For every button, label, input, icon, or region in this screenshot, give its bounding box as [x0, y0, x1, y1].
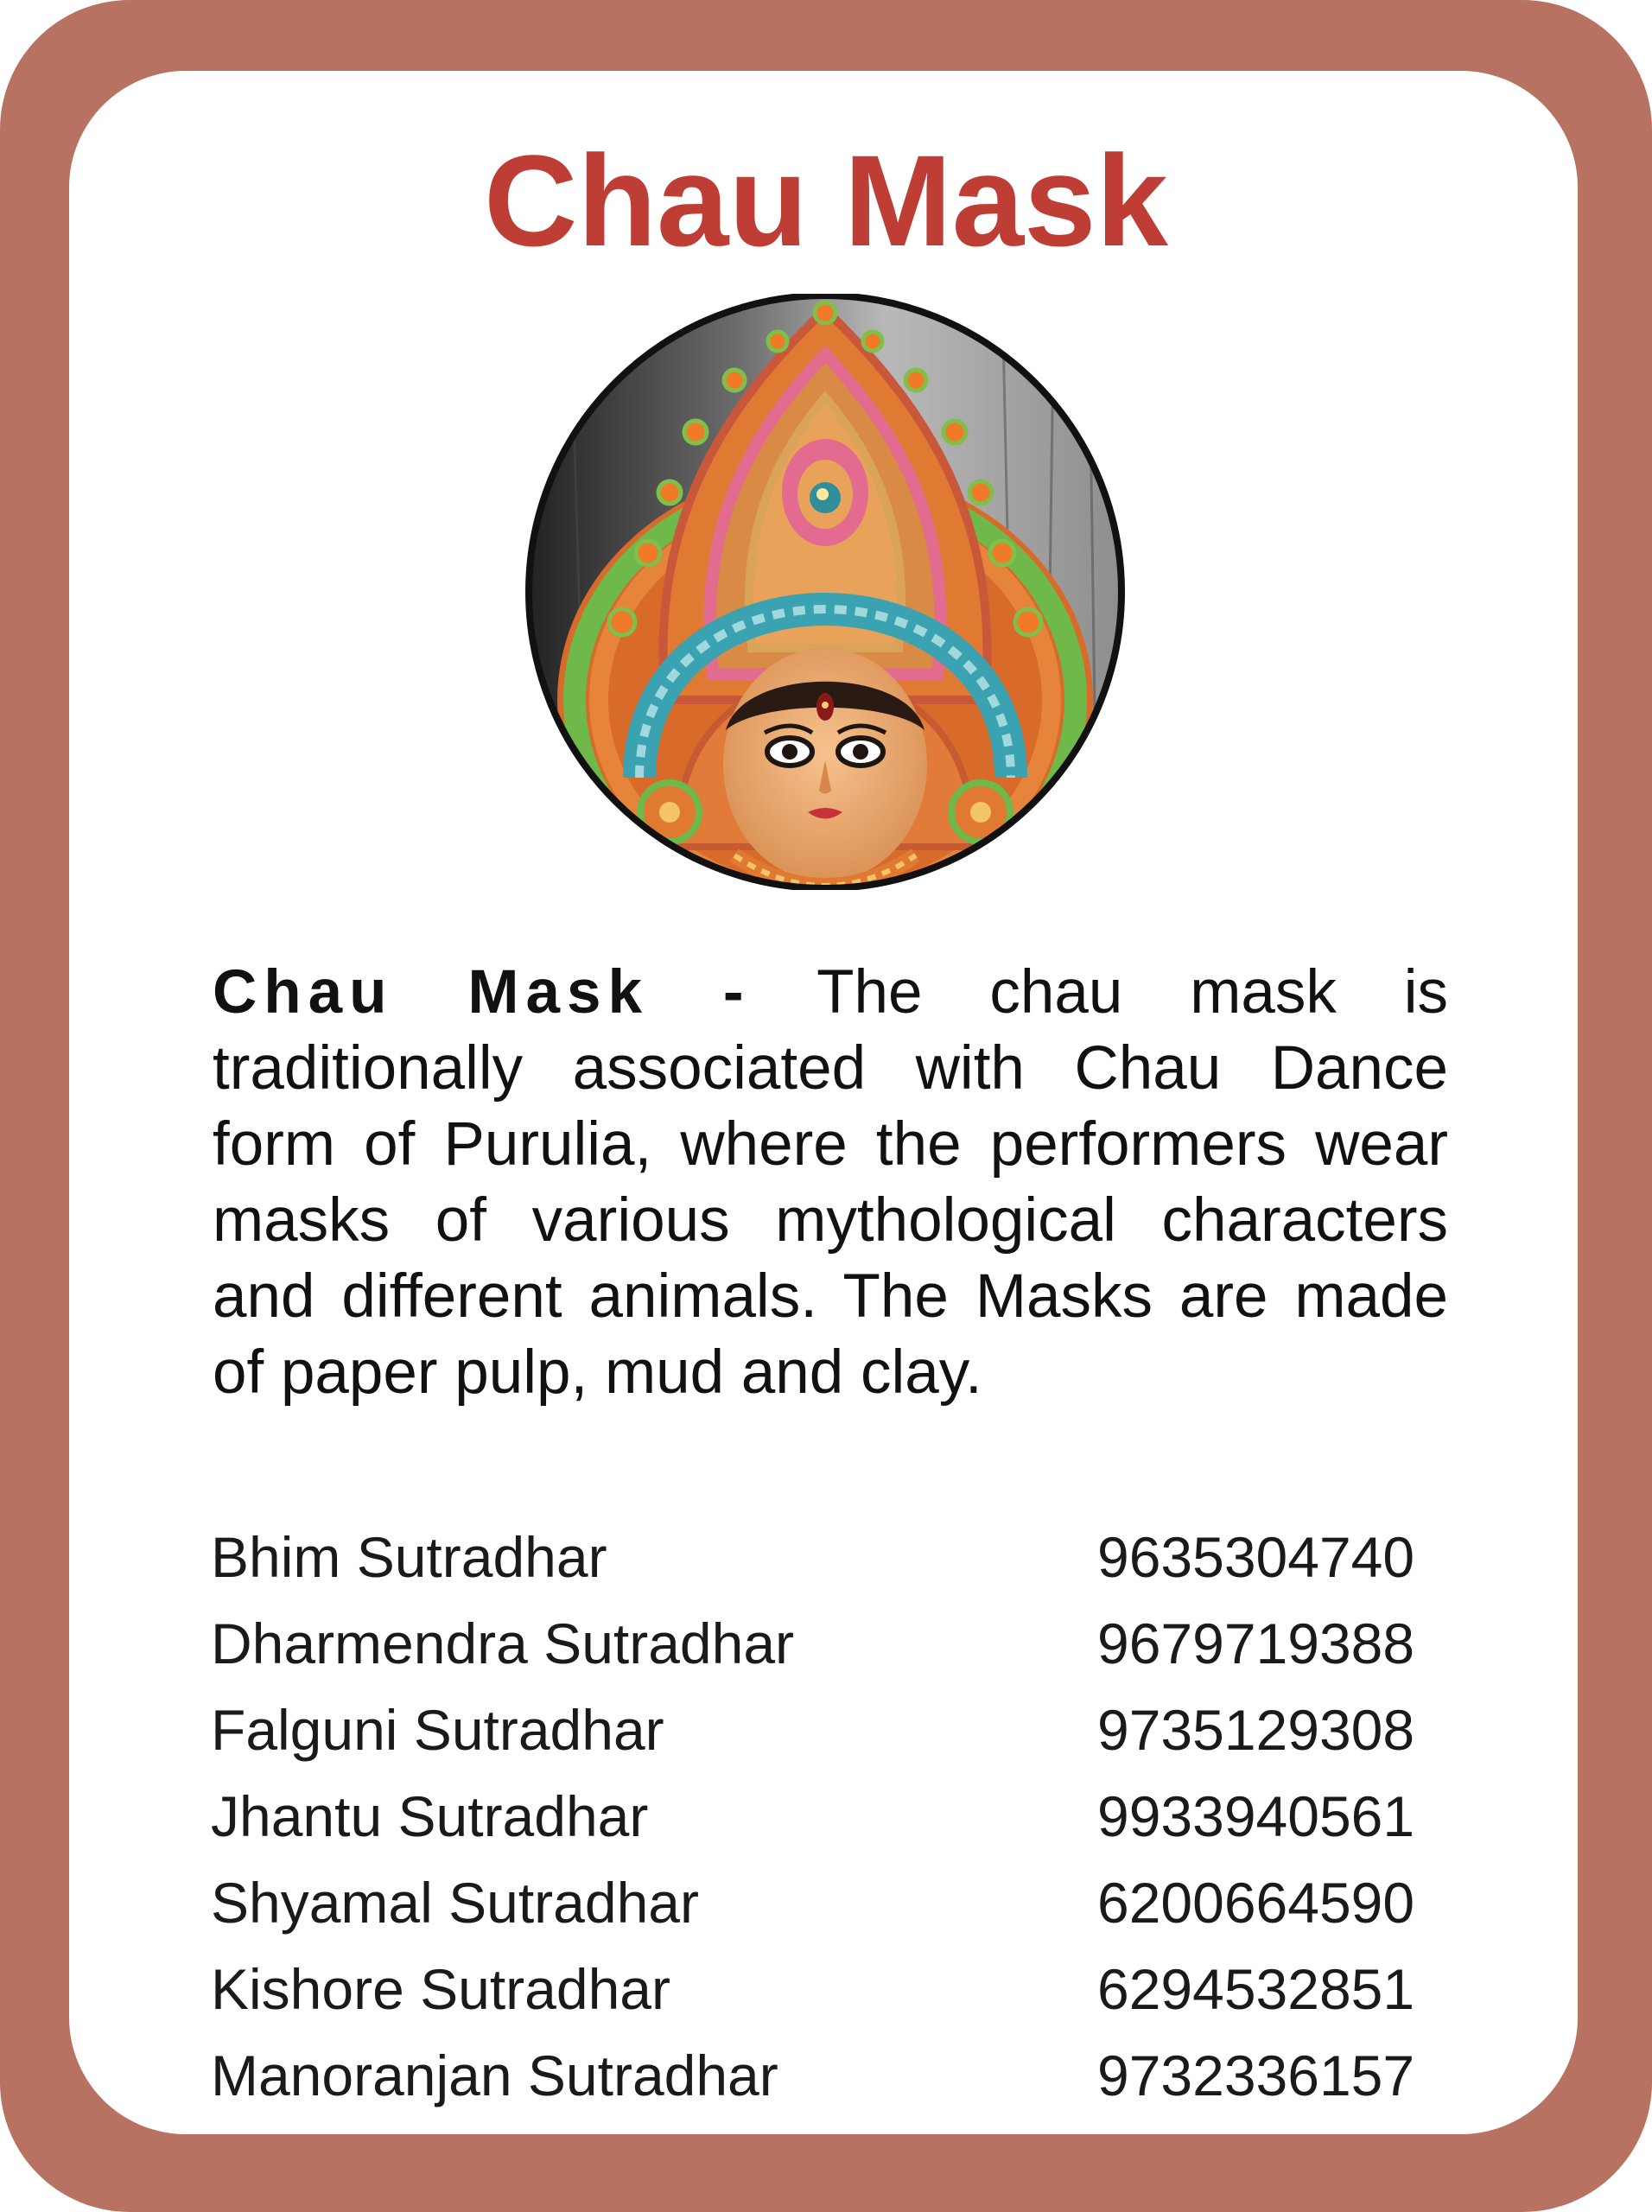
contact-name: Jhantu Sutradhar [211, 1784, 649, 1848]
chau-mask-image [518, 294, 1132, 890]
contact-name: Shyamal Sutradhar [211, 1871, 699, 1935]
contact-name: Bhim Sutradhar [211, 1525, 607, 1589]
contact-row [211, 1946, 1438, 2032]
contact-name: Falguni Sutradhar [211, 1698, 664, 1762]
contact-phone: 6200664590 [1097, 1871, 1415, 1935]
contact-phone: 6294532851 [1097, 1957, 1415, 2021]
contact-phone: 9735129308 [1097, 1698, 1415, 1762]
contact-row [211, 1859, 1438, 1946]
contact-name: Dharmendra Sutradhar [211, 1611, 795, 1675]
contact-phone: 9933940561 [1097, 1784, 1415, 1848]
description-body: The chau mask is traditionally associated with Chau Dance form of Purulia, where the performers wear masks of various mythological characters and different animals. The Masks are made of paper pulp, mud and clay. [213, 958, 1449, 1407]
contact-phone: 9679719388 [1097, 1611, 1415, 1675]
contact-row [211, 2032, 1438, 2119]
contact-row [211, 1600, 1438, 1687]
contact-row [211, 1773, 1438, 1859]
description-text [213, 955, 1448, 1411]
contact-name: Kishore Sutradhar [211, 1957, 670, 2021]
page-title: Chau Mask [484, 128, 1168, 273]
contact-name: Manoranjan Sutradhar [211, 2044, 778, 2107]
description-lead: Chau Mask - [213, 958, 751, 1027]
contact-row [211, 1514, 1438, 1600]
contact-phone: 9732336157 [1097, 2044, 1415, 2107]
contact-phone: 9635304740 [1097, 1525, 1415, 1589]
contact-row [211, 1687, 1438, 1773]
contact-list [211, 1514, 1438, 2119]
